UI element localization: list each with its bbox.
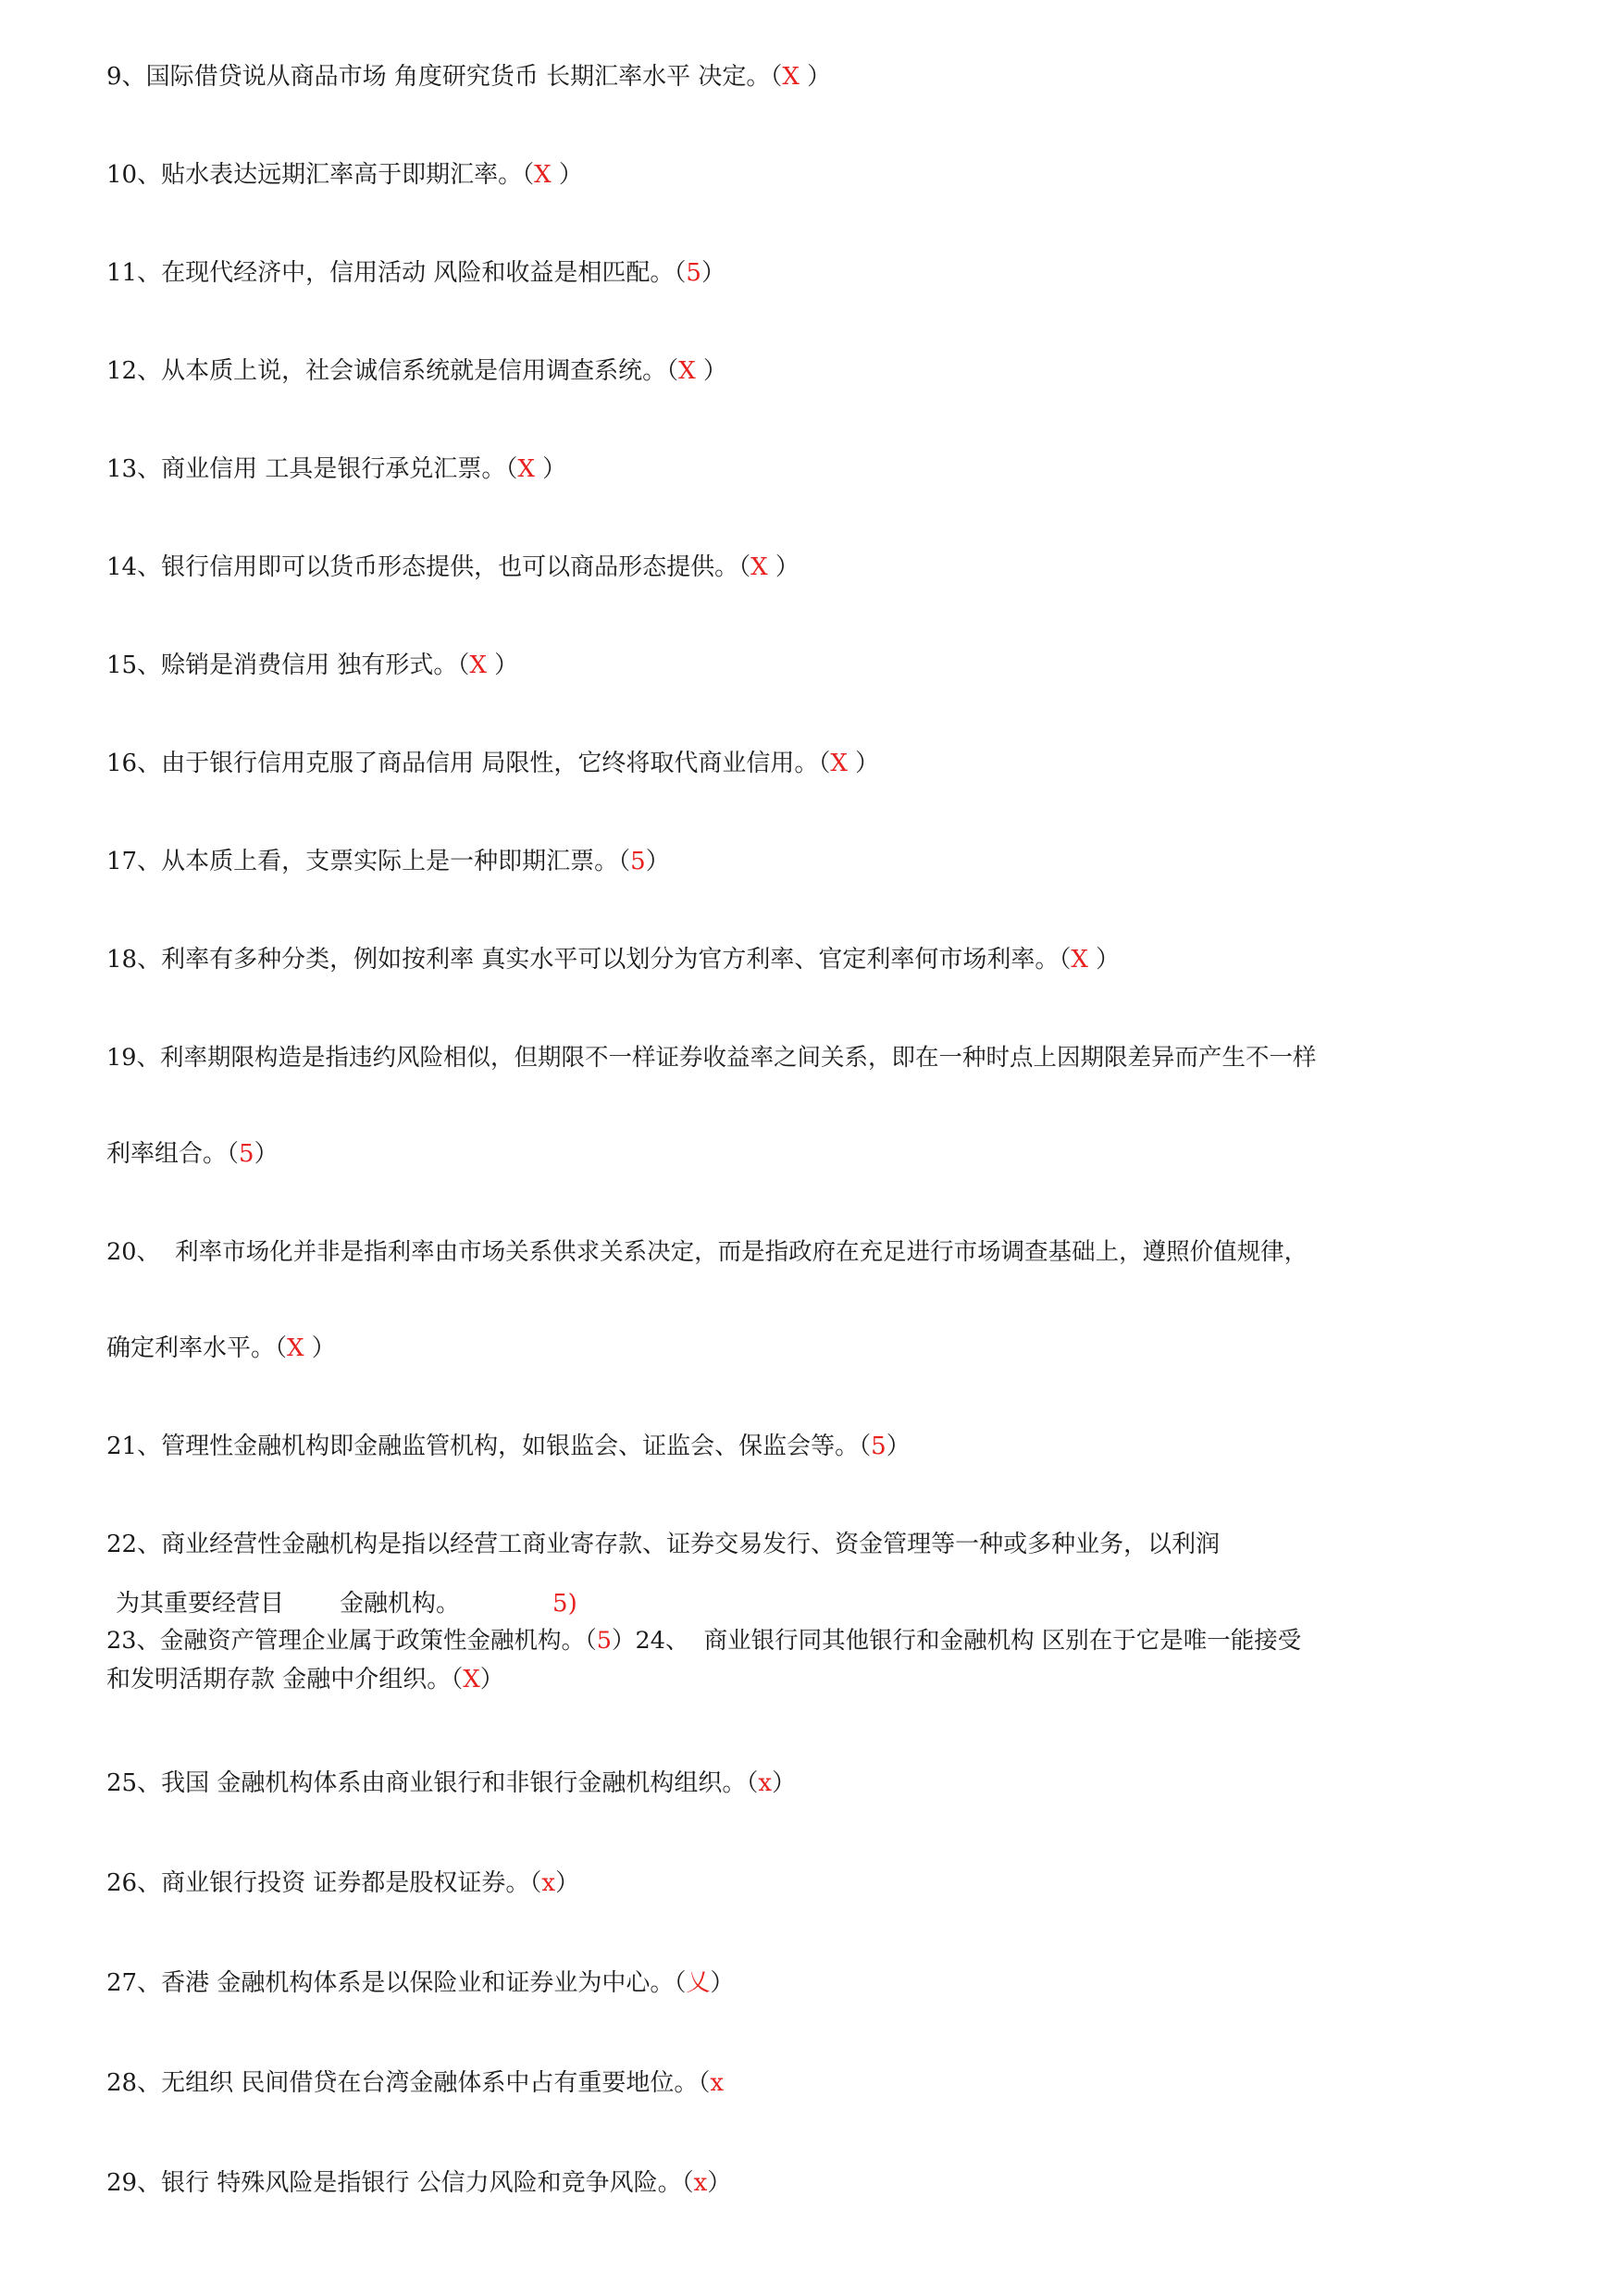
answer-mark: X: [287, 1334, 304, 1362]
question-number: 28: [106, 2069, 138, 2097]
answer-mark: X: [534, 161, 552, 189]
question-28: 28、无组织 民间借贷在台湾金融体系中占有重要地位。（x: [106, 2069, 725, 2097]
question-text: 利率市场化并非是指利率由市场关系供求关系决定，而是指政府在充足进行市场调查基础上，遵照价值规律，: [175, 1238, 1308, 1266]
question-number: 12: [106, 357, 138, 385]
answer-mark: 5: [686, 259, 701, 287]
question-29: 29、银行 特殊风险是指银行 公信力风险和竞争风险。（x）: [106, 2169, 732, 2197]
question-19: 19、利率期限构造是指违约风险相似，但期限不一样证券收益率之间关系，即在一种时点上因期限差异而产生不一样: [106, 1044, 1317, 1072]
question-11: 11、在现代经济中，信用活动 风险和收益是相匹配。（5）: [106, 259, 725, 287]
question-text-continued: 利率组合。: [106, 1140, 228, 1168]
question-number: 21: [106, 1433, 138, 1460]
question-number: 9: [106, 63, 122, 91]
question-19-continuation: 利率组合。（5）: [106, 1140, 279, 1168]
question-21: 21、管理性金融机构即金融监管机构，如银监会、证监会、保监会等。（5）: [106, 1433, 911, 1460]
question-number: 22: [106, 1531, 138, 1558]
question-text: 从本质上看，支票实际上是一种即期汇票。: [161, 848, 619, 875]
question-text-continued: 金融机构。: [340, 1590, 461, 1618]
answer-mark: 5: [630, 848, 646, 875]
question-text: 由于银行信用克服了商品信用 局限性，它终将取代商业信用。: [161, 750, 819, 777]
answer-mark: X: [782, 63, 800, 91]
question-22-continuation: [116, 1588, 577, 1619]
answer-mark: x: [758, 1769, 773, 1797]
question-text: 贴水表达远期汇率高于即期汇率。: [161, 161, 523, 189]
question-27: 27、香港 金融机构体系是以保险业和证券业为中心。（乂）: [106, 1969, 735, 1997]
question-number: 14: [106, 553, 138, 581]
question-text: 银行 特殊风险是指银行 公信力风险和竞争风险。: [161, 2169, 682, 2197]
answer-mark: x: [693, 2169, 708, 2197]
question-number: 15: [106, 651, 138, 679]
answer-mark: X: [830, 750, 848, 777]
question-23-24: 23、金融资产管理企业属于政策性金融机构。（5）24、 商业银行同其他银行和金融机构 区别在于它是唯一能接受: [106, 1627, 1302, 1655]
question-22: 22、商业经营性金融机构是指以经营工商业寄存款、证券交易发行、资金管理等一种或多种业务，以利润: [106, 1531, 1221, 1558]
question-text: 商业银行同其他银行和金融机构 区别在于它是唯一能接受: [703, 1627, 1302, 1655]
answer-mark: X: [1071, 946, 1088, 974]
question-number: 19: [106, 1044, 137, 1072]
question-9: 9、国际借贷说从商品市场 角度研究货币 长期汇率水平 决定。（X ）: [106, 63, 832, 91]
question-number: 17: [106, 848, 138, 875]
question-17: 17、从本质上看，支票实际上是一种即期汇票。（5）: [106, 848, 670, 875]
question-20-continuation: 确定利率水平。（X ）: [106, 1334, 336, 1362]
question-text: 无组织 民间借贷在台湾金融体系中占有重要地位。: [161, 2069, 699, 2097]
answer-mark: 5): [552, 1590, 577, 1618]
question-20: 20、 利率市场化并非是指利率由市场关系供求关系决定，而是指政府在充足进行市场调查基础上，遵照价值规律，: [106, 1238, 1308, 1266]
answer-mark: X: [463, 1666, 480, 1693]
question-text-continued: 为其重要经营目: [116, 1590, 285, 1618]
question-text-continued: 和发明活期存款 金融中介组织。: [106, 1666, 452, 1693]
question-text: 从本质上说，社会诚信系统就是信用调查系统。: [161, 357, 667, 385]
answer-mark: X: [517, 455, 535, 483]
question-text: 国际借贷说从商品市场 角度研究货币 长期汇率水平 决定。: [145, 63, 771, 91]
answer-mark: 5: [871, 1433, 886, 1460]
answer-mark: x: [541, 1869, 556, 1897]
question-text: 在现代经济中，信用活动 风险和收益是相匹配。: [161, 259, 675, 287]
question-text: 管理性金融机构即金融监管机构，如银监会、证监会、保监会等。: [161, 1433, 860, 1460]
question-text: 利率期限构造是指违约风险相似，但期限不一样证券收益率之间关系，即在一种时点上因期限差异而产生不一样: [159, 1044, 1317, 1072]
answer-mark: 5: [596, 1627, 612, 1655]
question-number: 11: [106, 259, 138, 287]
question-text-continued: 确定利率水平。: [106, 1334, 276, 1362]
question-number: 24: [635, 1627, 665, 1655]
question-16: 16、由于银行信用克服了商品信用 局限性，它终将取代商业信用。（X ）: [106, 750, 880, 777]
question-10: 10、贴水表达远期汇率高于即期汇率。（X ）: [106, 161, 583, 189]
question-number: 10: [106, 161, 138, 189]
answer-mark: 5: [239, 1140, 254, 1168]
question-text: 商业经营性金融机构是指以经营工商业寄存款、证券交易发行、资金管理等一种或多种业务，以利润: [161, 1531, 1221, 1558]
question-18: 18、利率有多种分类，例如按利率 真实水平可以划分为官方利率、官定利率何市场利率。（X ）: [106, 946, 1121, 974]
question-25: 25、我国 金融机构体系由商业银行和非银行金融机构组织。（x）: [106, 1769, 797, 1797]
question-number: 25: [106, 1769, 138, 1797]
question-number: 29: [106, 2169, 138, 2197]
question-text: 金融资产管理企业属于政策性金融机构。: [159, 1627, 585, 1655]
question-text: 银行信用即可以货币形态提供，也可以商品形态提供。: [161, 553, 739, 581]
question-number: 20: [106, 1238, 137, 1266]
question-text: 商业银行投资 证券都是股权证券。: [161, 1869, 530, 1897]
question-24-continuation: 和发明活期存款 金融中介组织。（X）: [106, 1666, 504, 1693]
question-text: 香港 金融机构体系是以保险业和证券业为中心。: [161, 1969, 675, 1997]
question-12: 12、从本质上说，社会诚信系统就是信用调查系统。（X ）: [106, 357, 727, 385]
question-number: 16: [106, 750, 138, 777]
question-15: 15、赊销是消费信用 独有形式。（X ）: [106, 651, 519, 679]
question-number: 26: [106, 1869, 138, 1897]
question-26: 26、商业银行投资 证券都是股权证券。（x）: [106, 1869, 580, 1897]
question-number: 18: [106, 946, 138, 974]
question-text: 商业信用 工具是银行承兑汇票。: [161, 455, 506, 483]
question-text: 利率有多种分类，例如按利率 真实水平可以划分为官方利率、官定利率何市场利率。: [161, 946, 1060, 974]
question-text: 我国 金融机构体系由商业银行和非银行金融机构组织。: [161, 1769, 747, 1797]
answer-mark: 乂: [686, 1969, 711, 1997]
question-14: 14、银行信用即可以货币形态提供，也可以商品形态提供。（X ）: [106, 553, 800, 581]
answer-mark: X: [469, 651, 487, 679]
question-text: 赊销是消费信用 独有形式。: [161, 651, 458, 679]
answer-mark: X: [678, 357, 696, 385]
question-number: 27: [106, 1969, 138, 1997]
question-number: 13: [106, 455, 138, 483]
answer-mark: X: [750, 553, 768, 581]
answer-mark: x: [710, 2069, 725, 2097]
question-13: 13、商业信用 工具是银行承兑汇票。（X ）: [106, 455, 567, 483]
question-number: 23: [106, 1627, 137, 1655]
